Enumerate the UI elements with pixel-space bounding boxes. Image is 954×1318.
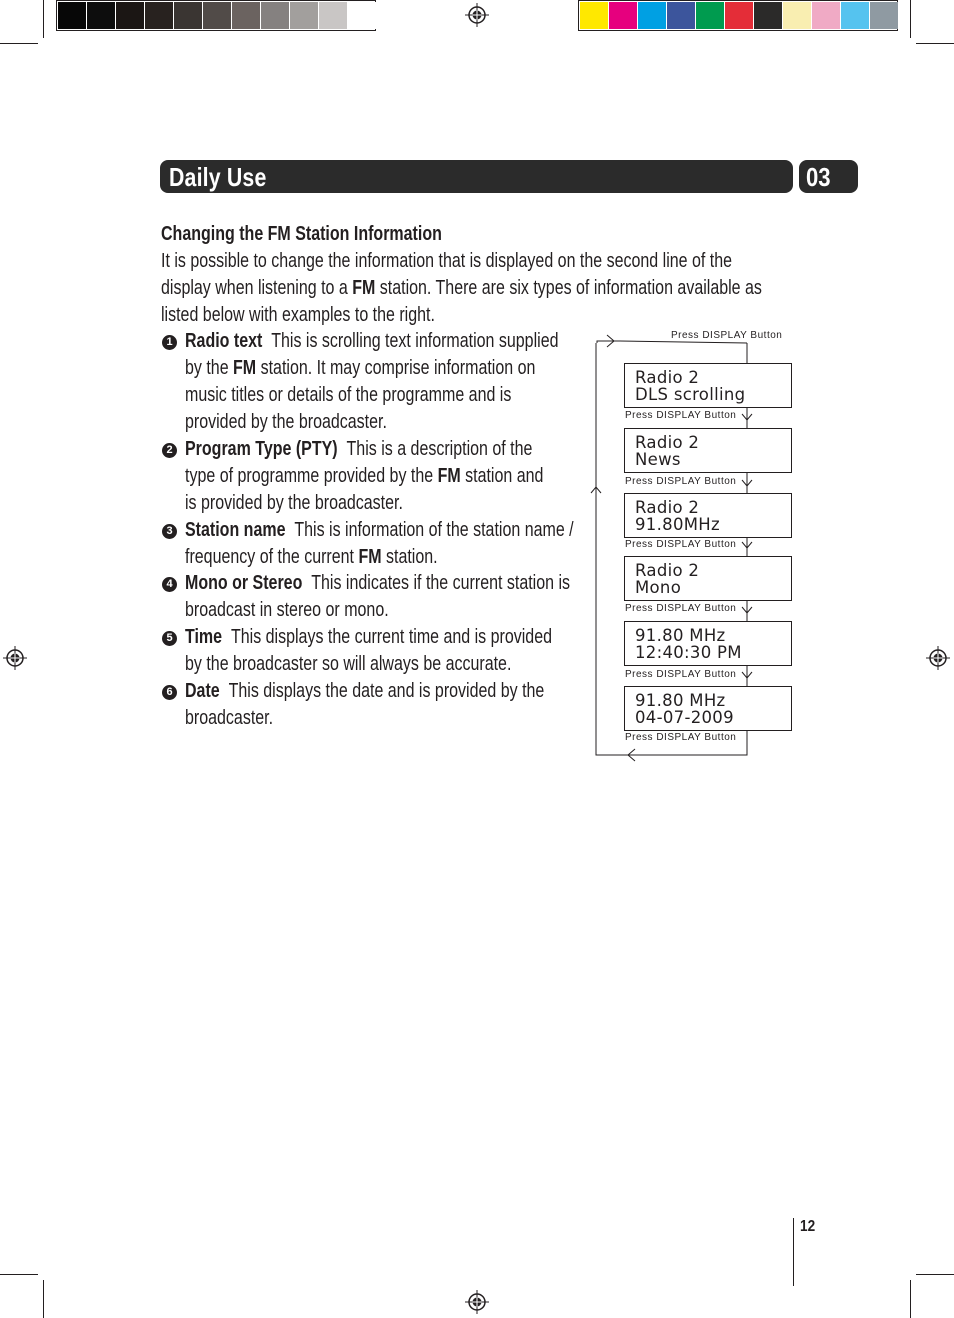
lcd-line-2: DLS scrolling [635,385,746,404]
lcd-line-2: 04-07-2009 [635,708,734,727]
gray-swatch [348,2,376,29]
lcd-display [624,556,792,601]
item-term: Station name [185,519,286,541]
item-text: This displays the date and is provided by the [228,680,545,702]
page-number: 12 [800,1218,816,1235]
page-title: Daily Use [169,162,267,192]
item-term: Mono or Stereo [185,572,303,594]
item-text: provided by the broadcaster. [185,411,387,433]
item-text-bold: FM [358,546,382,568]
gray-swatch [319,2,347,29]
item-line [185,436,532,463]
color-swatch [667,2,695,29]
item-text: This indicates if the current station is [311,572,571,594]
item-line [185,597,389,624]
gray-swatch [232,2,260,29]
item-term: Date [185,680,220,702]
item-line [185,517,574,544]
lcd-line-1: Radio 2 [635,498,700,517]
item-number-badge: 3 [162,524,177,539]
item-gap [338,438,347,460]
lcd-line-2: 91.80MHz [635,515,720,534]
item-text: This is a description of the [346,438,533,460]
intro-line [161,275,762,302]
item-number-badge: 1 [162,335,177,350]
item-text: type of programme provided by the [185,465,438,487]
lcd-display [624,428,792,473]
item-text-bold: FM [233,357,257,379]
item-line [185,544,438,571]
item-line [185,409,387,436]
item-term: Radio text [185,330,263,352]
item-term: Program Type (PTY) [185,438,338,460]
item-number-badge: 6 [162,685,177,700]
lcd-line-1: Radio 2 [635,561,700,580]
item-text: is provided by the broadcaster. [185,492,403,514]
color-swatch [812,2,840,29]
item-number-badge: 5 [162,631,177,646]
crop-mark [916,1274,954,1275]
gray-swatch [290,2,318,29]
item-number-badge: 2 [162,443,177,458]
item-gap [302,572,311,594]
intro-text: station. There are six types of information available as [375,277,762,299]
gray-swatch [145,2,173,29]
item-text: broadcast in stereo or mono. [185,599,389,621]
intro-bold: FM [352,277,376,299]
item-text: This displays the current time and is provided [230,626,553,648]
crop-mark [0,1274,38,1275]
lcd-display [624,686,792,731]
intro-line: listed below with examples to the right. [161,304,435,326]
item-line [185,570,570,597]
item-text: station. [381,546,438,568]
item-text: by the broadcaster so will always be accurate. [185,653,512,675]
item-line [185,705,273,732]
gray-swatch [203,2,231,29]
item-line [185,382,511,409]
item-term: Time [185,626,223,648]
item-gap [262,330,271,352]
registration-mark-icon [3,646,27,670]
item-line [185,651,511,678]
page-number-divider [793,1218,794,1286]
gray-swatch [116,2,144,29]
intro-line: It is possible to change the information that is displayed on the second line of the [161,250,733,272]
press-display-label: Press DISPLAY Button [625,732,737,743]
lcd-line-2: Mono [635,578,682,597]
item-number-badge: 4 [162,577,177,592]
item-text-bold: FM [437,465,461,487]
lcd-line-1: Radio 2 [635,433,700,452]
crop-mark [43,0,44,38]
lcd-display [624,621,792,666]
color-swatch [870,2,898,29]
press-display-label: Press DISPLAY Button [671,330,783,341]
item-gap [285,519,294,541]
item-text: This is information of the station name / [294,519,574,541]
registration-mark-icon [926,646,950,670]
item-text: music titles or details of the programme and is [185,384,512,406]
color-swatch [783,2,811,29]
item-text: frequency of the current [185,546,359,568]
color-swatch [754,2,782,29]
item-text: station. It may comprise information on [256,357,536,379]
crop-mark [0,43,38,44]
lcd-display [624,493,792,538]
lcd-line-1: 91.80 MHz [635,691,726,710]
lcd-line-1: Radio 2 [635,368,700,387]
color-swatch [841,2,869,29]
intro-text: display when listening to a [161,277,353,299]
item-text: This is scrolling text information supplied [271,330,559,352]
crop-mark [916,43,954,44]
registration-mark-icon [465,3,489,27]
color-swatch [725,2,753,29]
press-display-label: Press DISPLAY Button [625,669,737,680]
press-display-label: Press DISPLAY Button [625,539,737,550]
gray-swatch [174,2,202,29]
item-text: station and [460,465,544,487]
chapter-number: 03 [806,162,831,192]
press-display-label: Press DISPLAY Button [625,476,737,487]
color-swatch [696,2,724,29]
press-display-label: Press DISPLAY Button [625,410,737,421]
gray-swatch [261,2,289,29]
color-swatch [580,2,608,29]
item-line [185,678,544,705]
color-swatch [609,2,637,29]
crop-mark [43,1280,44,1318]
item-text: by the [185,357,234,379]
gray-swatch [58,2,86,29]
lcd-line-2: 12:40:30 PM [635,643,742,662]
gray-swatch [87,2,115,29]
lcd-display [624,363,792,408]
crop-mark [910,1280,911,1318]
item-text: broadcaster. [185,707,274,729]
item-line [185,463,543,490]
lcd-line-2: News [635,450,681,469]
section-title: Changing the FM Station Information [161,223,442,245]
crop-mark [910,0,911,38]
item-line [185,355,535,382]
press-display-label: Press DISPLAY Button [625,603,737,614]
item-line [185,328,558,355]
lcd-line-1: 91.80 MHz [635,626,726,645]
registration-mark-icon [465,1290,489,1314]
item-line [185,624,552,651]
color-swatch [638,2,666,29]
item-line [185,490,403,517]
